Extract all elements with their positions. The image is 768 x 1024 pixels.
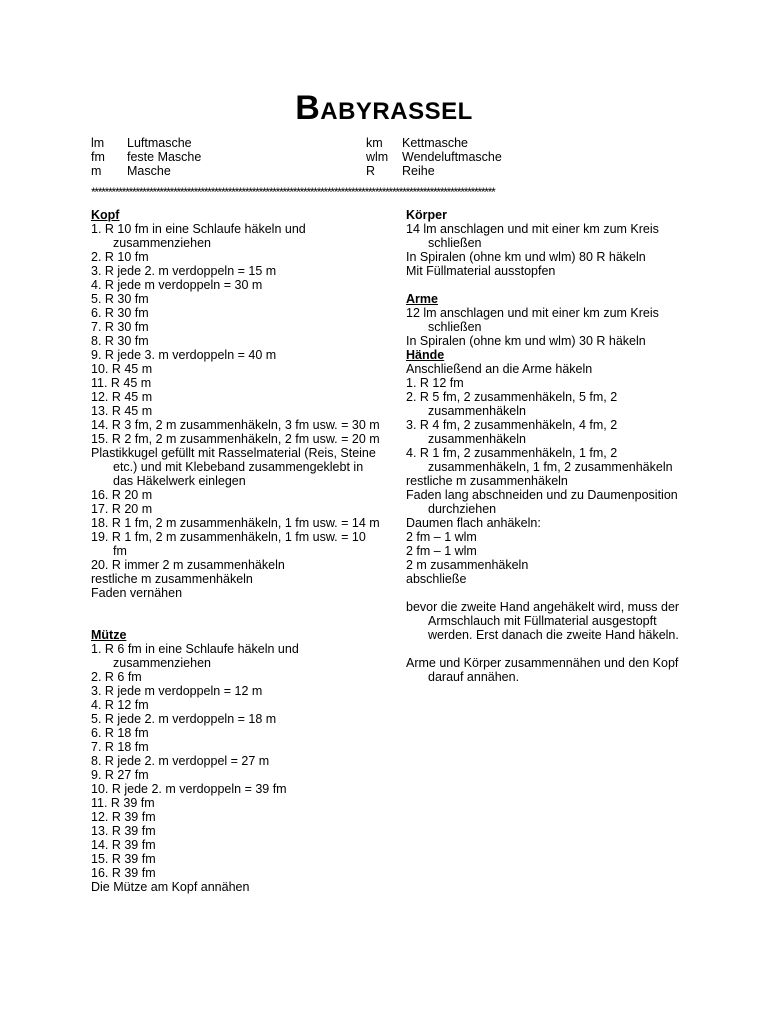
instruction-line: 17. R 20 m — [91, 502, 153, 516]
instruction-line: 11. R 39 fm — [91, 796, 155, 810]
section-heading-haende: Hände — [406, 348, 445, 362]
instruction-line: 12 lm anschlagen und mit einer km zum Kreis schließen — [406, 306, 659, 334]
instruction-line: 2 fm – 1 wlm — [406, 530, 477, 544]
instruction-line: 3. R 4 fm, 2 zusammenhäkeln, 4 fm, 2 zusammenhäkeln — [406, 418, 618, 446]
abbreviation-list-right — [366, 136, 502, 178]
section-arme — [406, 292, 696, 348]
page-title: Babyrassel — [295, 89, 473, 127]
instruction-line: 10. R 45 m — [91, 362, 153, 376]
instruction-line: 11. R 45 m — [91, 376, 152, 390]
instruction-line: 2 fm – 1 wlm — [406, 544, 477, 558]
arme-lines — [406, 306, 696, 348]
abbreviation-row — [366, 150, 502, 164]
instruction-line: 18. R 1 fm, 2 m zusammenhäkeln, 1 fm usw. = 14 m — [91, 516, 380, 530]
abbreviation-key: m — [91, 164, 102, 178]
abbreviation-row — [91, 136, 201, 150]
section-kopf — [91, 208, 381, 600]
instruction-line: 9. R 27 fm — [91, 768, 149, 782]
abbreviation-value: Masche — [127, 164, 171, 178]
instruction-line: 8. R 30 fm — [91, 334, 149, 348]
instruction-line: Faden vernähen — [91, 586, 183, 600]
instruction-line: 12. R 45 m — [91, 390, 153, 404]
instruction-line: 6. R 30 fm — [91, 306, 149, 320]
abbreviation-key: fm — [91, 150, 105, 164]
instruction-line: In Spiralen (ohne km und wlm) 80 R häkeln — [406, 250, 646, 264]
instruction-line: 3. R jede m verdoppeln = 12 m — [91, 684, 263, 698]
left-column — [91, 208, 381, 894]
haende-note: bevor die zweite Hand angehäkelt wird, muss der Armschlauch mit Füllmaterial ausgestopft werden. Erst danach die zweite Hand häkeln. — [406, 600, 680, 642]
instruction-line: 15. R 2 fm, 2 m zusammenhäkeln, 2 fm usw. = 20 m — [91, 432, 380, 446]
abbreviation-value: feste Masche — [127, 150, 202, 164]
right-column — [406, 208, 696, 684]
spacer — [406, 586, 696, 600]
final-instruction: Arme und Körper zusammennähen und den Kopf darauf annähen. — [406, 656, 679, 684]
instruction-line: 14 lm anschlagen und mit einer km zum Kreis schließen — [406, 222, 659, 250]
instruction-line: restliche m zusammenhäkeln — [91, 572, 253, 586]
section-muetze — [91, 628, 381, 894]
instruction-line: 5. R jede 2. m verdoppeln = 18 m — [91, 712, 277, 726]
instruction-line: 4. R jede m verdoppeln = 30 m — [91, 278, 263, 292]
instruction-line: 9. R jede 3. m verdoppeln = 40 m — [91, 348, 277, 362]
abbreviation-row — [366, 136, 502, 150]
abbreviation-key: wlm — [366, 150, 389, 164]
kopf-lines — [91, 222, 381, 600]
instruction-line: abschließe — [406, 572, 467, 586]
abbreviation-list-left — [91, 136, 201, 178]
instruction-line: 1. R 12 fm — [406, 376, 464, 390]
abbreviation-key: km — [366, 136, 383, 150]
instruction-line: 14. R 3 fm, 2 m zusammenhäkeln, 3 fm usw. = 30 m — [91, 418, 380, 432]
haende-lines — [406, 362, 696, 586]
instruction-line: 16. R 39 fm — [91, 866, 156, 880]
instruction-line: 5. R 30 fm — [91, 292, 149, 306]
instruction-line: Die Mütze am Kopf annähen — [91, 880, 250, 894]
abbreviation-value: Reihe — [402, 164, 435, 178]
instruction-line: 2. R 6 fm — [91, 670, 142, 684]
instruction-line: 8. R jede 2. m verdoppel = 27 m — [91, 754, 270, 768]
section-heading-kopf: Kopf — [91, 208, 120, 222]
abbreviation-row — [91, 150, 201, 164]
instruction-line: 2. R 10 fm — [91, 250, 149, 264]
abbreviation-key: R — [366, 164, 376, 178]
instruction-line: Faden lang abschneiden und zu Daumenposition durchziehen — [406, 488, 678, 516]
separator-line: ********************************************************************************************************************** — [91, 185, 495, 199]
section-heading-muetze: Mütze — [91, 628, 127, 642]
abbreviation-value: Luftmasche — [127, 136, 192, 150]
instruction-line: 7. R 30 fm — [91, 320, 149, 334]
section-heading-arme: Arme — [406, 292, 438, 306]
abbreviation-value: Kettmasche — [402, 136, 469, 150]
instruction-line: 13. R 39 fm — [91, 824, 156, 838]
abbreviation-value: Wendeluftmasche — [402, 150, 502, 164]
section-haende — [406, 348, 696, 642]
instruction-line: Mit Füllmaterial ausstopfen — [406, 264, 556, 278]
abbreviation-key: lm — [91, 136, 105, 150]
section-koerper — [406, 208, 696, 278]
instruction-line: Anschließend an die Arme häkeln — [406, 362, 593, 376]
instruction-line: 16. R 20 m — [91, 488, 153, 502]
instruction-line: 2. R 5 fm, 2 zusammenhäkeln, 5 fm, 2 zusammenhäkeln — [406, 390, 618, 418]
spacer — [91, 600, 381, 628]
spacer — [406, 278, 696, 292]
instruction-line: 4. R 1 fm, 2 zusammenhäkeln, 1 fm, 2 zusammenhäkeln, 1 fm, 2 zusammenhäkeln — [406, 446, 673, 474]
instruction-line: 10. R jede 2. m verdoppeln = 39 fm — [91, 782, 287, 796]
instruction-line: 15. R 39 fm — [91, 852, 156, 866]
abbreviation-row — [91, 164, 201, 178]
section-heading-koerper: Körper — [406, 208, 447, 222]
instruction-line: 3. R jede 2. m verdoppeln = 15 m — [91, 264, 277, 278]
instruction-line: Plastikkugel gefüllt mit Rasselmaterial (Reis, Steine etc.) und mit Klebeband zusammengeklebt in das Häkelwerk einlegen — [91, 446, 376, 488]
spacer — [406, 642, 696, 656]
instruction-line: restliche m zusammenhäkeln — [406, 474, 568, 488]
abbreviation-row — [366, 164, 502, 178]
instruction-line: 20. R immer 2 m zusammenhäkeln — [91, 558, 285, 572]
koerper-lines — [406, 222, 696, 278]
instruction-line: 12. R 39 fm — [91, 810, 156, 824]
instruction-line: 13. R 45 m — [91, 404, 153, 418]
instruction-line: 19. R 1 fm, 2 m zusammenhäkeln, 1 fm usw. = 10 fm — [91, 530, 366, 558]
instruction-line: 2 m zusammenhäkeln — [406, 558, 529, 572]
muetze-lines — [91, 642, 381, 894]
instruction-line: Daumen flach anhäkeln: — [406, 516, 541, 530]
instruction-line: In Spiralen (ohne km und wlm) 30 R häkeln — [406, 334, 646, 348]
instruction-line: 7. R 18 fm — [91, 740, 149, 754]
instruction-line: 1. R 10 fm in eine Schlaufe häkeln und zusammenziehen — [91, 222, 306, 250]
instruction-line: 1. R 6 fm in eine Schlaufe häkeln und zusammenziehen — [91, 642, 299, 670]
instruction-line: 14. R 39 fm — [91, 838, 156, 852]
instruction-line: 6. R 18 fm — [91, 726, 149, 740]
instruction-line: 4. R 12 fm — [91, 698, 149, 712]
